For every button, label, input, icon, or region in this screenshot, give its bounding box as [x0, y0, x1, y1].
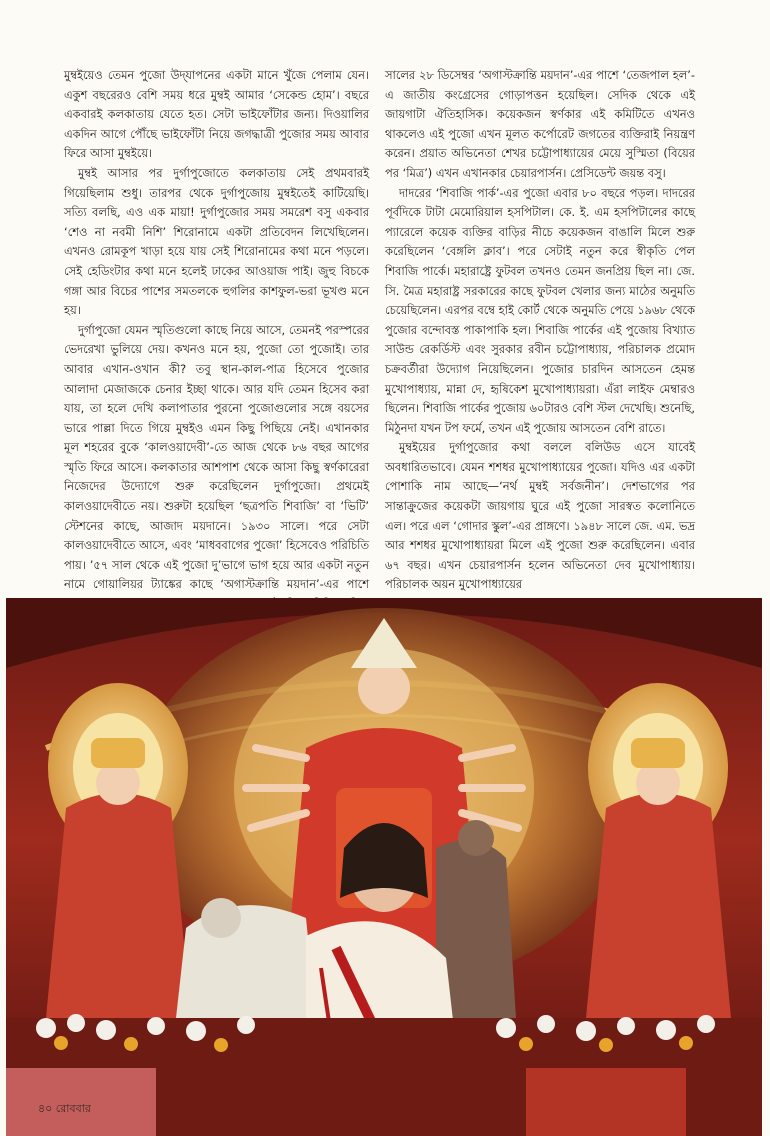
right-paragraph-1: সালের ২৮ ডিসেম্বর ‘অগাস্টক্রান্তি ময়দান’-এর পাশে ‘তেজপাল হল’-এ জাতীয় কংগ্রেসের গোড়াপত্তন হয়েছিল। সেদিক থেকে এই জায়গাটা ঐতিহাসিক। কয়েকজন স্বর্ণকার এই কমিটিতে এখনও থাকলেও এই পুজো এখন মূলত কর্পোরেট জগতের ব্যক্তিরাই নিয়ন্ত্রণ করেন। প্রয়াত অভিনেতা শেখর চট্টোপাধ্যায়ের মেয়ে সুস্মিতা (বিয়ের পর ‘মিত্র’) এখন এখানকার চেয়ারপার্সন। প্রেসিডেন্ট জয়ন্ত বসু।: [385, 68, 695, 180]
right-paragraph-3: মুম্বইয়ের দুর্গাপুজোর কথা বললে বলিউড এসে যাবেই অবধারিতভাবে। যেমন শশধর মুখোপাধ্যায়ের পুজো। যদিও এর একটা পোশাকি নাম আছে—‘নর্থ মুম্বই সর্বজনীন’। দেশভাগের পর সান্তাক্রুজের কয়েকটা জায়গায় ঘুরে এই পুজো সারস্বত কলোনিতে এল। পরে এল ‘গোদার স্কুল’-এর প্রাঙ্গণে। ১৯৪৮ সালে জে. এম. ভদ্র আর শশধর মুখোপাধ্যায়রা মিলে এই পুজো শুরু করেছিলেন। এবার ৬৭ বছর। এখন চেয়ারপার্সন হলেন অভিনেতা দেব মুখোপাধ্যায়। পরিচালক অয়ন মুখোপাধ্যায়ের: [385, 440, 695, 592]
page-folio: [38, 1100, 91, 1119]
right-paragraph-2: দাদরের ‘শিবাজি পার্ক’-এর পুজো এবার ৮০ বছরে পড়ল। দাদরের পূর্বদিকে টাটা মেমোরিয়াল হসপিটাল। কে. ই. এম হসপিটালের কাছে প্যারেলে কয়েক ব্যক্তির বাড়ির নীচে কয়েকজন বাঙালি মিলে শুরু করেছিলেন ‘বেঙ্গলি ক্লাব’। পরে সেটাই নতুন করে স্বীকৃতি পেল শিবাজি পার্কে। মহারাষ্ট্রে ফুটবল তখনও তেমন জনপ্রিয় ছিল না। জে. সি. মৈত্র মহারাষ্ট্র সরকারের কাছে ফুটবল খেলার জন্য মাঠের অনুমতি চেয়েছিলেন। এরপর বম্বে হাই কোর্ট থেকে অনুমতি পেয়ে ১৯৬৮ থেকে পুজোর বন্দোবস্ত পাকাপাকি হল। শিবাজি পার্কের এই পুজোয় বিখ্যাত সাউন্ড রেকর্ডিস্ট এবং সুরকার রবীন চট্টোপাধ্যায়, পরিচালক প্রমোদ চক্রবর্তীরা উদ্যোগ নিয়েছিলেন। পুজোর চারদিন আসতেন হেমন্ত মুখোপাধ্যায়, মান্না দে, হৃষিকেশ মুখোপাধ্যায়রা। এঁরা লাইফ মেম্বারও ছিলেন। শিবাজি পার্কের পুজোয় ৬০টারও বেশি স্টল দেখেছি। শুনেছি, মিঠুনদা যখন টপ ফর্মে, তখন এই পুজোয় আসতেন বেশি রাতে।: [385, 185, 695, 435]
photo-illustration: [6, 598, 762, 1136]
page-number: ৪০: [38, 1102, 53, 1115]
durga-puja-photo: [6, 598, 762, 1136]
left-paragraph-3: দুর্গাপুজো যেমন স্মৃতিগুলো কাছে নিয়ে আসে, তেমনই পরস্পরের ভেদরেখা ভুলিয়ে দেয়। কখনও মনে হয়, পুজো তো পুজোই। তার আবার এখান-ওখান কী? তবু স্থান-কাল-পাত্র হিসেবে পুজোর আলাদা মেজাজকে চেনার ইচ্ছা থাকে। আর যদি তেমন হিসেব করা যায়, তা হলে দেখি কলাপাতার পুরনো পুজোগুলোর সঙ্গে বয়সের ভারে পাল্লা দিতে গিয়ে মুম্বইও এমন কিছু পিছিয়ে নেই। এখানকার মূল শহরের বুকে ‘কালওয়াদেবী’-তে আজ থেকে ৮৬ বছর আগের স্মৃতি ফিরে আসে। কলকাতার আশপাশ থেকে আসা কিছু স্বর্ণকারেরা নিজেদের উদ্যোগে শুরু করেছিলেন দুর্গাপুজো। প্রথমেই কালওয়াদেবীতে নয়। শুরুটা হয়েছিল ‘ছত্রপতি শিবাজি’ বা ‘ভিটি’ স্টেশনের কাছে, আজাদ ময়দানে। ১৯৩০ সালে। পরে সেটা কালওয়াদেবীতে আসে, এবং ‘মাধববাগের পুজো’ হিসেবেও পরিচিতি পায়। ’৫৭ সাল থেকে এই পুজো দু’ভাগে ভাগ হয়ে আর একটা নতুন নামে গোয়ালিয়র ট্যাঙ্কের কাছে ‘অগাস্টক্রান্তি ময়দান’-এর পাশে: [64, 322, 369, 592]
left-paragraph-2: মুম্বই আসার পর দুর্গাপুজোতে কলকাতায় সেই প্রথমবারই গিয়েছিলাম শুধু। তারপর থেকে দুর্গাপুজোয় মুম্বইতেই কাটিয়েছি। সত্যি বলছি, এও এক মায়া! দুর্গাপুজোর সময় সমরেশ বসু একবার ‘শেও না নবমী নিশি’ শিরোনামে একটা প্রতিবেদন লিখেছিলেন। এখনও রোমকূপ খাড়া হয়ে যায় সেই শিরোনামের কথা মনে পড়লে। সেই হেডিংটার কথা মনে হলেই ঢাকের আওয়াজ পাই। জুহু বিচকে গঙ্গা আর বিচের পাশের সমতলকে হুগলির কাশফুল-ভরা ভূখণ্ড মনে হয়।: [64, 165, 369, 318]
magazine-name: রোববার: [55, 1102, 91, 1115]
right-text-column: [385, 66, 695, 595]
left-text-column: [64, 66, 369, 654]
left-paragraph-1: মুম্বইয়েও তেমন পুজো উদ্‌যাপনের একটা মানে খুঁজে পেলাম যেন। একুশ বছরেরও বেশি সময় ধরে মুম্বই আমার ‘সেকেন্ড হোম’। বছরে একবারই কলকাতায় যেতে হত। সেটা ভাইফোঁটার জন্য। দিওয়ালির একদিন আগে পৌঁছে ভাইফোঁটা নিয়ে জগদ্ধাত্রী পুজোর সময় আবার ফিরে আসা মুম্বইয়ে।: [64, 68, 369, 161]
